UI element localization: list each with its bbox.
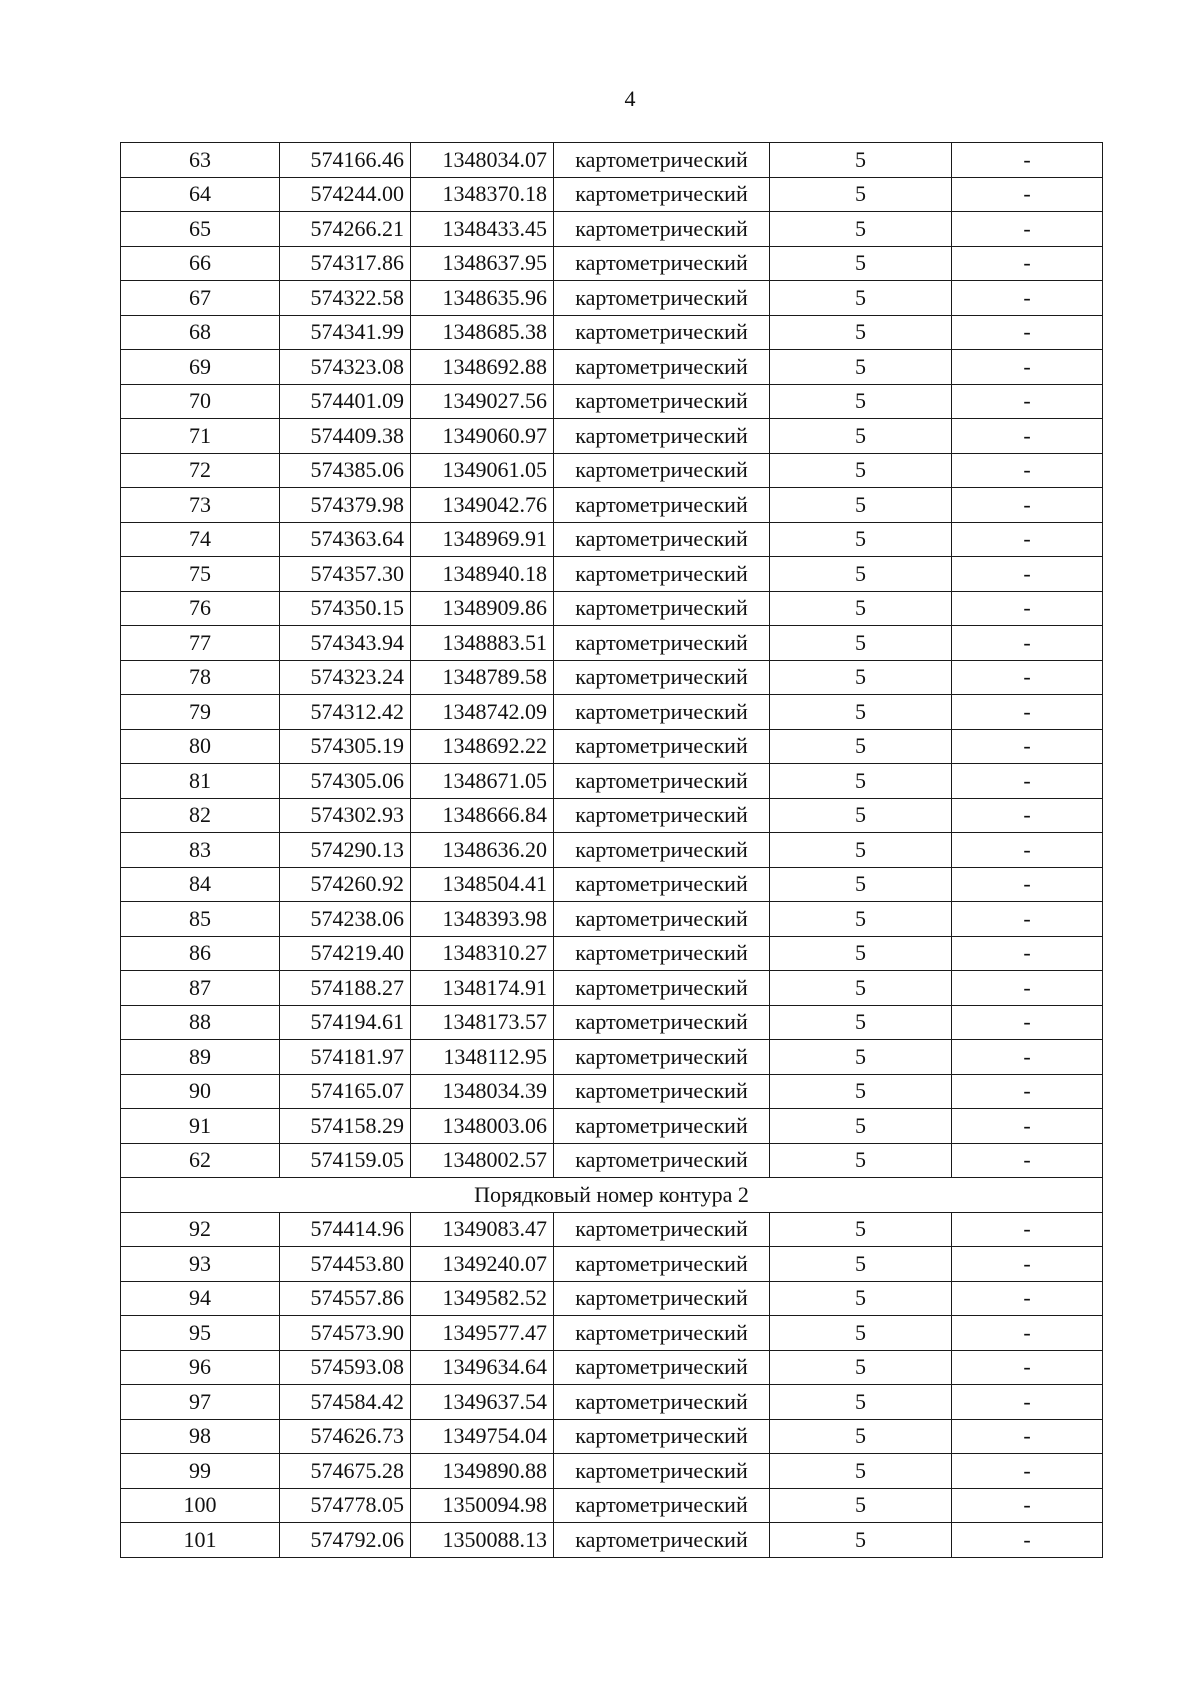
description-cell: - — [952, 798, 1103, 833]
y-coordinate-cell: 1348883.51 — [411, 626, 554, 661]
description-cell: - — [952, 626, 1103, 661]
table-row — [121, 212, 1103, 247]
x-coordinate-cell: 574158.29 — [280, 1109, 411, 1144]
accuracy-cell: 5 — [770, 902, 952, 937]
point-number-cell: 93 — [121, 1247, 280, 1282]
table-row — [121, 971, 1103, 1006]
accuracy-cell: 5 — [770, 833, 952, 868]
y-coordinate-cell: 1348034.39 — [411, 1074, 554, 1109]
y-coordinate-cell: 1349637.54 — [411, 1385, 554, 1420]
section-title: Порядковый номер контура 2 — [121, 1178, 1103, 1213]
accuracy-cell: 5 — [770, 1074, 952, 1109]
description-cell: - — [952, 1143, 1103, 1178]
page-number: 4 — [624, 86, 636, 111]
table-row — [121, 798, 1103, 833]
accuracy-cell: 5 — [770, 695, 952, 730]
point-number-cell: 68 — [121, 315, 280, 350]
x-coordinate-cell: 574165.07 — [280, 1074, 411, 1109]
accuracy-cell: 5 — [770, 971, 952, 1006]
x-coordinate-cell: 574188.27 — [280, 971, 411, 1006]
table-row — [121, 557, 1103, 592]
point-number-cell: 85 — [121, 902, 280, 937]
method-cell: картометрический — [554, 1350, 770, 1385]
x-coordinate-cell: 574244.00 — [280, 177, 411, 212]
y-coordinate-cell: 1348636.20 — [411, 833, 554, 868]
x-coordinate-cell: 574219.40 — [280, 936, 411, 971]
point-number-cell: 62 — [121, 1143, 280, 1178]
point-number-cell: 66 — [121, 246, 280, 281]
description-cell: - — [952, 1454, 1103, 1489]
method-cell: картометрический — [554, 1212, 770, 1247]
table-row — [121, 1419, 1103, 1454]
y-coordinate-cell: 1348666.84 — [411, 798, 554, 833]
x-coordinate-cell: 574159.05 — [280, 1143, 411, 1178]
accuracy-cell: 5 — [770, 936, 952, 971]
method-cell: картометрический — [554, 1040, 770, 1075]
accuracy-cell: 5 — [770, 1454, 952, 1489]
description-cell: - — [952, 246, 1103, 281]
x-coordinate-cell: 574584.42 — [280, 1385, 411, 1420]
x-coordinate-cell: 574343.94 — [280, 626, 411, 661]
x-coordinate-cell: 574350.15 — [280, 591, 411, 626]
accuracy-cell: 5 — [770, 1247, 952, 1282]
table-row — [121, 1488, 1103, 1523]
point-number-cell: 76 — [121, 591, 280, 626]
y-coordinate-cell: 1349577.47 — [411, 1316, 554, 1351]
x-coordinate-cell: 574238.06 — [280, 902, 411, 937]
x-coordinate-cell: 574792.06 — [280, 1523, 411, 1558]
accuracy-cell: 5 — [770, 626, 952, 661]
x-coordinate-cell: 574363.64 — [280, 522, 411, 557]
description-cell: - — [952, 1005, 1103, 1040]
description-cell: - — [952, 1212, 1103, 1247]
table-row — [121, 1385, 1103, 1420]
y-coordinate-cell: 1348173.57 — [411, 1005, 554, 1040]
y-coordinate-cell: 1349582.52 — [411, 1281, 554, 1316]
method-cell: картометрический — [554, 729, 770, 764]
point-number-cell: 69 — [121, 350, 280, 385]
accuracy-cell: 5 — [770, 419, 952, 454]
point-number-cell: 99 — [121, 1454, 280, 1489]
table-row — [121, 1523, 1103, 1558]
x-coordinate-cell: 574302.93 — [280, 798, 411, 833]
accuracy-cell: 5 — [770, 1040, 952, 1075]
y-coordinate-cell: 1349027.56 — [411, 384, 554, 419]
table-row — [121, 384, 1103, 419]
y-coordinate-cell: 1348692.22 — [411, 729, 554, 764]
method-cell: картометрический — [554, 1247, 770, 1282]
y-coordinate-cell: 1348174.91 — [411, 971, 554, 1006]
description-cell: - — [952, 488, 1103, 523]
table-row — [121, 281, 1103, 316]
table-row — [121, 1350, 1103, 1385]
method-cell: картометрический — [554, 936, 770, 971]
x-coordinate-cell: 574593.08 — [280, 1350, 411, 1385]
x-coordinate-cell: 574453.80 — [280, 1247, 411, 1282]
point-number-cell: 75 — [121, 557, 280, 592]
y-coordinate-cell: 1348692.88 — [411, 350, 554, 385]
accuracy-cell: 5 — [770, 1212, 952, 1247]
x-coordinate-cell: 574379.98 — [280, 488, 411, 523]
description-cell: - — [952, 384, 1103, 419]
method-cell: картометрический — [554, 660, 770, 695]
y-coordinate-cell: 1348671.05 — [411, 764, 554, 799]
x-coordinate-cell: 574401.09 — [280, 384, 411, 419]
table-row — [121, 1143, 1103, 1178]
table-row — [121, 453, 1103, 488]
description-cell: - — [952, 522, 1103, 557]
description-cell: - — [952, 212, 1103, 247]
point-number-cell: 63 — [121, 143, 280, 178]
method-cell: картометрический — [554, 1281, 770, 1316]
description-cell: - — [952, 143, 1103, 178]
method-cell: картометрический — [554, 867, 770, 902]
table-row — [121, 419, 1103, 454]
y-coordinate-cell: 1348310.27 — [411, 936, 554, 971]
y-coordinate-cell: 1348685.38 — [411, 315, 554, 350]
y-coordinate-cell: 1348370.18 — [411, 177, 554, 212]
y-coordinate-cell: 1349634.64 — [411, 1350, 554, 1385]
accuracy-cell: 5 — [770, 1523, 952, 1558]
point-number-cell: 79 — [121, 695, 280, 730]
point-number-cell: 86 — [121, 936, 280, 971]
coordinates-table-body — [121, 143, 1103, 1558]
point-number-cell: 91 — [121, 1109, 280, 1144]
method-cell: картометрический — [554, 1074, 770, 1109]
accuracy-cell: 5 — [770, 1350, 952, 1385]
table-row — [121, 1005, 1103, 1040]
y-coordinate-cell: 1348742.09 — [411, 695, 554, 730]
point-number-cell: 65 — [121, 212, 280, 247]
method-cell: картометрический — [554, 281, 770, 316]
x-coordinate-cell: 574573.90 — [280, 1316, 411, 1351]
method-cell: картометрический — [554, 902, 770, 937]
method-cell: картометрический — [554, 384, 770, 419]
description-cell: - — [952, 591, 1103, 626]
y-coordinate-cell: 1349890.88 — [411, 1454, 554, 1489]
accuracy-cell: 5 — [770, 212, 952, 247]
method-cell: картометрический — [554, 1523, 770, 1558]
x-coordinate-cell: 574626.73 — [280, 1419, 411, 1454]
description-cell: - — [952, 1247, 1103, 1282]
y-coordinate-cell: 1348637.95 — [411, 246, 554, 281]
point-number-cell: 81 — [121, 764, 280, 799]
description-cell: - — [952, 1109, 1103, 1144]
y-coordinate-cell: 1349060.97 — [411, 419, 554, 454]
description-cell: - — [952, 1350, 1103, 1385]
accuracy-cell: 5 — [770, 315, 952, 350]
table-row — [121, 522, 1103, 557]
method-cell: картометрический — [554, 522, 770, 557]
accuracy-cell: 5 — [770, 1419, 952, 1454]
point-number-cell: 83 — [121, 833, 280, 868]
point-number-cell: 97 — [121, 1385, 280, 1420]
x-coordinate-cell: 574290.13 — [280, 833, 411, 868]
x-coordinate-cell: 574166.46 — [280, 143, 411, 178]
accuracy-cell: 5 — [770, 522, 952, 557]
accuracy-cell: 5 — [770, 557, 952, 592]
accuracy-cell: 5 — [770, 764, 952, 799]
y-coordinate-cell: 1348393.98 — [411, 902, 554, 937]
x-coordinate-cell: 574357.30 — [280, 557, 411, 592]
method-cell: картометрический — [554, 971, 770, 1006]
point-number-cell: 64 — [121, 177, 280, 212]
method-cell: картометрический — [554, 764, 770, 799]
description-cell: - — [952, 902, 1103, 937]
accuracy-cell: 5 — [770, 177, 952, 212]
table-row — [121, 591, 1103, 626]
x-coordinate-cell: 574778.05 — [280, 1488, 411, 1523]
method-cell: картометрический — [554, 177, 770, 212]
method-cell: картометрический — [554, 798, 770, 833]
y-coordinate-cell: 1348433.45 — [411, 212, 554, 247]
accuracy-cell: 5 — [770, 591, 952, 626]
table-row — [121, 936, 1103, 971]
y-coordinate-cell: 1348003.06 — [411, 1109, 554, 1144]
accuracy-cell: 5 — [770, 798, 952, 833]
table-row — [121, 626, 1103, 661]
x-coordinate-cell: 574323.08 — [280, 350, 411, 385]
description-cell: - — [952, 350, 1103, 385]
description-cell: - — [952, 1488, 1103, 1523]
x-coordinate-cell: 574312.42 — [280, 695, 411, 730]
accuracy-cell: 5 — [770, 1385, 952, 1420]
table-row — [121, 660, 1103, 695]
description-cell: - — [952, 177, 1103, 212]
table-row — [121, 177, 1103, 212]
y-coordinate-cell: 1349083.47 — [411, 1212, 554, 1247]
y-coordinate-cell: 1348969.91 — [411, 522, 554, 557]
method-cell: картометрический — [554, 557, 770, 592]
x-coordinate-cell: 574317.86 — [280, 246, 411, 281]
x-coordinate-cell: 574414.96 — [280, 1212, 411, 1247]
point-number-cell: 77 — [121, 626, 280, 661]
method-cell: картометрический — [554, 143, 770, 178]
accuracy-cell: 5 — [770, 1488, 952, 1523]
description-cell: - — [952, 315, 1103, 350]
x-coordinate-cell: 574181.97 — [280, 1040, 411, 1075]
x-coordinate-cell: 574305.06 — [280, 764, 411, 799]
accuracy-cell: 5 — [770, 281, 952, 316]
description-cell: - — [952, 1074, 1103, 1109]
point-number-cell: 70 — [121, 384, 280, 419]
y-coordinate-cell: 1348909.86 — [411, 591, 554, 626]
accuracy-cell: 5 — [770, 867, 952, 902]
accuracy-cell: 5 — [770, 1109, 952, 1144]
y-coordinate-cell: 1349754.04 — [411, 1419, 554, 1454]
point-number-cell: 92 — [121, 1212, 280, 1247]
method-cell: картометрический — [554, 1419, 770, 1454]
method-cell: картометрический — [554, 1385, 770, 1420]
y-coordinate-cell: 1348002.57 — [411, 1143, 554, 1178]
method-cell: картометрический — [554, 488, 770, 523]
method-cell: картометрический — [554, 1488, 770, 1523]
y-coordinate-cell: 1349061.05 — [411, 453, 554, 488]
x-coordinate-cell: 574341.99 — [280, 315, 411, 350]
point-number-cell: 96 — [121, 1350, 280, 1385]
point-number-cell: 90 — [121, 1074, 280, 1109]
description-cell: - — [952, 1316, 1103, 1351]
table-row — [121, 764, 1103, 799]
accuracy-cell: 5 — [770, 1143, 952, 1178]
description-cell: - — [952, 1385, 1103, 1420]
y-coordinate-cell: 1348034.07 — [411, 143, 554, 178]
x-coordinate-cell: 574385.06 — [280, 453, 411, 488]
accuracy-cell: 5 — [770, 350, 952, 385]
method-cell: картометрический — [554, 1454, 770, 1489]
y-coordinate-cell: 1348940.18 — [411, 557, 554, 592]
table-row — [121, 246, 1103, 281]
point-number-cell: 98 — [121, 1419, 280, 1454]
method-cell: картометрический — [554, 591, 770, 626]
x-coordinate-cell: 574266.21 — [280, 212, 411, 247]
description-cell: - — [952, 419, 1103, 454]
table-row — [121, 867, 1103, 902]
description-cell: - — [952, 936, 1103, 971]
method-cell: картометрический — [554, 315, 770, 350]
method-cell: картометрический — [554, 1109, 770, 1144]
x-coordinate-cell: 574194.61 — [280, 1005, 411, 1040]
point-number-cell: 84 — [121, 867, 280, 902]
point-number-cell: 80 — [121, 729, 280, 764]
point-number-cell: 72 — [121, 453, 280, 488]
description-cell: - — [952, 833, 1103, 868]
table-row — [121, 729, 1103, 764]
x-coordinate-cell: 574323.24 — [280, 660, 411, 695]
y-coordinate-cell: 1348789.58 — [411, 660, 554, 695]
method-cell: картометрический — [554, 626, 770, 661]
method-cell: картометрический — [554, 419, 770, 454]
table-row — [121, 315, 1103, 350]
method-cell: картометрический — [554, 350, 770, 385]
description-cell: - — [952, 1281, 1103, 1316]
y-coordinate-cell: 1348504.41 — [411, 867, 554, 902]
x-coordinate-cell: 574675.28 — [280, 1454, 411, 1489]
y-coordinate-cell: 1350088.13 — [411, 1523, 554, 1558]
accuracy-cell: 5 — [770, 660, 952, 695]
description-cell: - — [952, 729, 1103, 764]
table-row — [121, 1454, 1103, 1489]
table-row — [121, 833, 1103, 868]
description-cell: - — [952, 1419, 1103, 1454]
point-number-cell: 89 — [121, 1040, 280, 1075]
description-cell: - — [952, 695, 1103, 730]
x-coordinate-cell: 574305.19 — [280, 729, 411, 764]
point-number-cell: 78 — [121, 660, 280, 695]
point-number-cell: 74 — [121, 522, 280, 557]
description-cell: - — [952, 660, 1103, 695]
accuracy-cell: 5 — [770, 143, 952, 178]
accuracy-cell: 5 — [770, 1316, 952, 1351]
table-row — [121, 1316, 1103, 1351]
method-cell: картометрический — [554, 212, 770, 247]
table-row — [121, 902, 1103, 937]
table-row — [121, 488, 1103, 523]
y-coordinate-cell: 1349240.07 — [411, 1247, 554, 1282]
x-coordinate-cell: 574557.86 — [280, 1281, 411, 1316]
description-cell: - — [952, 971, 1103, 1006]
description-cell: - — [952, 557, 1103, 592]
description-cell: - — [952, 453, 1103, 488]
x-coordinate-cell: 574409.38 — [280, 419, 411, 454]
description-cell: - — [952, 867, 1103, 902]
x-coordinate-cell: 574260.92 — [280, 867, 411, 902]
point-number-cell: 87 — [121, 971, 280, 1006]
description-cell: - — [952, 1523, 1103, 1558]
accuracy-cell: 5 — [770, 1005, 952, 1040]
table-row — [121, 1074, 1103, 1109]
y-coordinate-cell: 1348112.95 — [411, 1040, 554, 1075]
table-row — [121, 1109, 1103, 1144]
description-cell: - — [952, 1040, 1103, 1075]
point-number-cell: 71 — [121, 419, 280, 454]
y-coordinate-cell: 1350094.98 — [411, 1488, 554, 1523]
point-number-cell: 101 — [121, 1523, 280, 1558]
point-number-cell: 100 — [121, 1488, 280, 1523]
method-cell: картометрический — [554, 833, 770, 868]
point-number-cell: 73 — [121, 488, 280, 523]
point-number-cell: 82 — [121, 798, 280, 833]
section-row — [121, 1178, 1103, 1213]
table-row — [121, 1212, 1103, 1247]
description-cell: - — [952, 281, 1103, 316]
table-row — [121, 1247, 1103, 1282]
method-cell: картометрический — [554, 1316, 770, 1351]
point-number-cell: 95 — [121, 1316, 280, 1351]
y-coordinate-cell: 1349042.76 — [411, 488, 554, 523]
y-coordinate-cell: 1348635.96 — [411, 281, 554, 316]
accuracy-cell: 5 — [770, 384, 952, 419]
method-cell: картометрический — [554, 453, 770, 488]
point-number-cell: 88 — [121, 1005, 280, 1040]
accuracy-cell: 5 — [770, 453, 952, 488]
table-row — [121, 1040, 1103, 1075]
table-row — [121, 695, 1103, 730]
accuracy-cell: 5 — [770, 488, 952, 523]
table-row — [121, 143, 1103, 178]
accuracy-cell: 5 — [770, 246, 952, 281]
coordinates-table — [120, 142, 1103, 1558]
point-number-cell: 94 — [121, 1281, 280, 1316]
method-cell: картометрический — [554, 246, 770, 281]
description-cell: - — [952, 764, 1103, 799]
point-number-cell: 67 — [121, 281, 280, 316]
table-row — [121, 350, 1103, 385]
accuracy-cell: 5 — [770, 729, 952, 764]
table-row — [121, 1281, 1103, 1316]
method-cell: картометрический — [554, 1005, 770, 1040]
method-cell: картометрический — [554, 695, 770, 730]
x-coordinate-cell: 574322.58 — [280, 281, 411, 316]
accuracy-cell: 5 — [770, 1281, 952, 1316]
method-cell: картометрический — [554, 1143, 770, 1178]
